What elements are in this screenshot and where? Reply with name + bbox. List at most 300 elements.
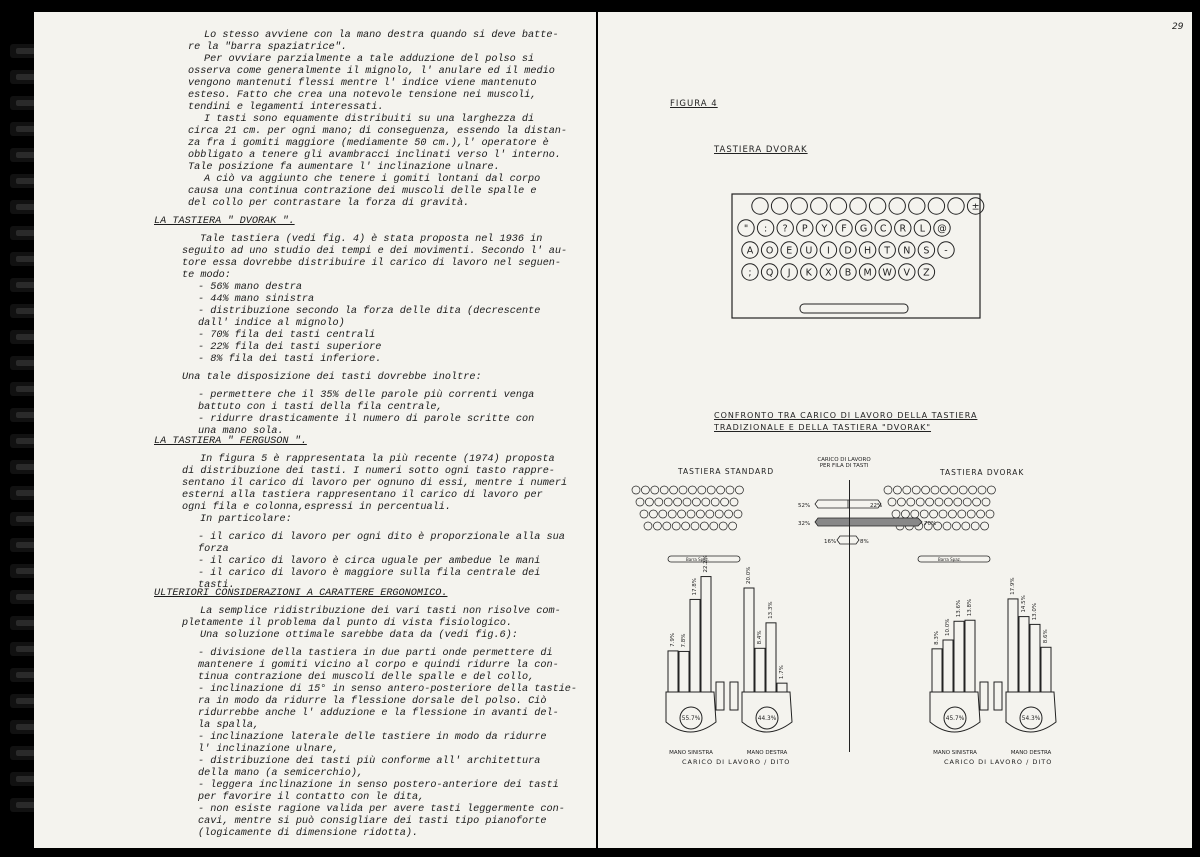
mini-key [670,486,678,494]
mini-key [920,510,928,518]
mini-key [982,498,990,506]
text-line: obbligato a tenere gli avambracci inclinati verso l' interno. [188,150,561,161]
text-line: tinua contrazione dei muscoli delle spalle e del collo, [198,672,535,683]
finger-bar [690,599,700,692]
text-line: - il carico di lavoro per ogni dito è proporzionale alla sua [198,532,565,543]
text-line: mantenere i gomiti vicino al corpo e quindi ridurre la con- [198,660,559,671]
text-line: In particolare: [200,514,292,525]
hand-chart [730,567,792,756]
svg-text:;: ; [748,267,752,279]
load-caption-right: CARICO DI LAVORO / DITO [944,758,1053,766]
mini-key [725,510,733,518]
mini-key [659,510,667,518]
mini-key [907,498,915,506]
text-line: - permettere che il 35% delle parole più correnti venga [198,390,535,401]
text-line: Una tale disposizione dei tasti dovrebbe inoltre: [182,372,482,383]
mini-key [674,498,682,506]
mini-key [672,522,680,530]
svg-text:-: - [944,245,948,257]
mini-key [691,522,699,530]
finger-bar [679,651,689,692]
text-line: re la "barra spaziatrice". [188,42,347,53]
finger-value: 7.8% [681,633,687,648]
mini-key [944,498,952,506]
text-line: tore essa dovrebbe distribuire il carico di lavoro nel seguen- [182,258,562,269]
row-load-dv-top: 22% [870,503,883,509]
mini-key [668,510,676,518]
mini-key [715,510,723,518]
mini-key [726,486,734,494]
text-line: del collo per contrastare la forza di gravità. [188,198,470,209]
text-line: seguito ad uno studio dei tempi e dei movimenti. Secondo l' au- [182,246,568,257]
mini-key [655,498,663,506]
mini-key [641,486,649,494]
hand-total: 55.7% [681,716,701,722]
mini-key [664,498,672,506]
finger-bar [1008,599,1018,692]
left-page [34,12,596,848]
mini-key [710,522,718,530]
mini-key [663,522,671,530]
mini-key [888,498,896,506]
text-line: di distribuzione dei tasti. I numeri sotto ogni tasto rappre- [182,466,555,477]
svg-text:U: U [805,245,813,257]
svg-text:L: L [919,223,926,235]
mini-key [959,486,967,494]
text-line: - 70% fila dei tasti centrali [198,330,376,341]
keyboard-key [811,198,827,214]
text-line: una mano sola. [198,426,284,437]
mini-key [926,498,934,506]
mini-key [922,486,930,494]
keyboard-key [757,220,773,236]
mini-key [735,486,743,494]
dvorak-keyboard-label: TASTIERA DVORAK [940,468,1025,477]
text-line: - distribuzione secondo la forza delle dita (decrescente [198,306,541,317]
keyboard-key [934,220,950,236]
mini-key [730,498,738,506]
finger-bar [1041,647,1051,692]
keyboard-key [875,220,891,236]
finger-value: 13.3% [768,601,774,619]
text-line: vengono mantenuti flessi mentre l' indice viene mantenuto [188,78,537,89]
mini-key [892,510,900,518]
svg-text:O: O [765,245,774,257]
keyboard-title: TASTIERA DVORAK [714,145,808,155]
mini-key [981,522,989,530]
mini-key [687,510,695,518]
svg-text:@: @ [937,223,947,235]
text-line: tendini e legamenti interessati. [188,102,384,113]
thumb [730,682,738,710]
text-line: esteso. Fatto che crea una notevole tensione nei muscoli, [188,90,537,101]
mini-key [632,486,640,494]
text-line: la spalla, [198,720,260,731]
text-line: - il carico di lavoro è maggiore sulla fila centrale dei [198,568,541,579]
mini-key [651,486,659,494]
finger-value: 22.2% [703,555,709,573]
row-bar-bottom [837,536,859,544]
keyboard-key [938,242,954,258]
text-line: forza [198,544,229,555]
mini-key [903,486,911,494]
mini-key [935,498,943,506]
text-line: - non esiste ragione valida per avere tasti leggermente con- [198,804,565,815]
mini-key [911,510,919,518]
mini-key [683,498,691,506]
keyboard-key [801,242,817,258]
mini-key [958,510,966,518]
text-line: battuto con i tasti della fila centrale, [198,402,443,413]
page-number: 29 [1172,22,1184,32]
row-load-std-bot: 16% [824,539,837,545]
text-line: - il carico di lavoro è circa uguale per ambedue le mani [198,556,541,567]
mini-key [969,486,977,494]
keyboard-key [967,198,983,214]
space-bar-label-dvorak: Barra Spaz. [938,557,962,562]
finger-bar [954,621,964,692]
svg-text:G: G [859,223,868,235]
mini-key [912,486,920,494]
palm [930,692,980,732]
svg-text:X: X [825,267,832,279]
mini-key [952,522,960,530]
row-load-std-top: 52% [798,503,811,509]
mini-key [636,498,644,506]
finger-bar [668,651,678,692]
finger-value: 13.0% [1032,602,1038,621]
finger-value: 13.8% [967,598,973,617]
svg-text:I: I [826,245,830,257]
keyboard-key [797,220,813,236]
row-load-std-mid: 32% [798,521,811,527]
mini-key [729,522,737,530]
row-load-dv-bot: 8% [860,539,869,545]
hand-name: MANO DESTRA [746,750,788,756]
svg-text:Q: Q [765,267,774,279]
mini-key [987,486,995,494]
svg-text:A: A [746,245,754,257]
keyboard-key [918,264,934,280]
text-line: za fra i gomiti maggiore (mediamente 50 cm.),l' operatore è [188,138,549,149]
svg-text:C: C [879,223,887,235]
finger-bar [755,648,765,692]
hand-name: MANO SINISTRA [669,750,713,756]
mini-key [916,498,924,506]
finger-value: 10.0% [945,618,951,636]
text-line: ra in modo da ridurre la flessione dorsale del polso. Ciò [198,696,547,707]
keyboard-key [895,220,911,236]
svg-text::: : [763,223,768,235]
heading-ergonomic: ULTERIORI CONSIDERAZIONI A CARATTERE ERGONOMICO. [154,588,448,599]
finger-value: 8.6% [1043,629,1049,644]
svg-text:B: B [844,267,852,279]
text-line: - 8% fila dei tasti inferiore. [198,354,382,365]
mini-key [698,486,706,494]
keyboard-key [899,264,915,280]
figure-label: FIGURA 4 [670,99,718,109]
svg-text:N: N [903,245,911,257]
mini-key [897,498,905,506]
text-line: (logicamente di dimensione ridotta). [198,828,419,839]
text-line: I tasti sono equamente distribuiti su una larghezza di [204,114,535,125]
svg-text:Y: Y [821,223,828,235]
mini-key [644,522,652,530]
keyboard-key [889,198,905,214]
finger-bar [1019,617,1029,692]
svg-text:": " [743,223,749,235]
text-line: cavi, mentre si può consigliare dei tasti tipo pianoforte [198,816,547,827]
keyboard-key [816,220,832,236]
mini-key [711,498,719,506]
svg-text:Z: Z [923,267,930,279]
finger-bar [766,623,776,692]
mini-key [986,510,994,518]
standard-keyboard-label: TASTIERA STANDARD [678,467,775,476]
text-line: - distribuzione dei tasti più conforme all' architettura [198,756,541,767]
text-line: ogni fila e colonna,espressi in percentuali. [182,502,451,513]
mini-key [901,510,909,518]
thumb [994,682,1002,710]
text-line: Tale tastiera (vedi fig. 4) è stata proposta nel 1936 in [200,234,543,245]
keyboard-key [742,264,758,280]
finger-value: 17.8% [692,577,698,596]
keyboard-key [899,242,915,258]
svg-text:S: S [923,245,930,257]
keyboard-key [840,242,856,258]
svg-text:R: R [899,223,907,235]
hand-chart [666,555,724,756]
mini-key [734,510,742,518]
text-line: - 22% fila dei tasti superiore [198,342,382,353]
svg-text:P: P [801,223,808,235]
svg-text:D: D [844,245,852,257]
mini-key [679,486,687,494]
keyboard-key [752,198,768,214]
palm [742,692,792,732]
keyboard-key [909,198,925,214]
mini-key [977,510,985,518]
mini-key [700,522,708,530]
keyboard-key [820,242,836,258]
finger-bar [777,683,787,692]
keyboard-key [830,198,846,214]
keyboard-key [801,264,817,280]
keyboard-key [761,242,777,258]
hand-total: 44.3% [757,716,777,722]
finger-bar [1030,624,1040,692]
heading-ferguson: LA TASTIERA " FERGUSON ". [154,436,307,447]
thumb [980,682,988,710]
text-line: causa una continua contrazione dei muscoli delle spalle e [188,186,537,197]
comparison-diagram [628,482,1108,572]
text-line: circa 21 cm. per ogni mano; di conseguenza, essendo la distan- [188,126,568,137]
keyboard-key [948,198,964,214]
mini-key [943,522,951,530]
text-line: ridurrebbe anche l' adduzione e la flessione in avanti del- [198,708,559,719]
mini-key [893,486,901,494]
finger-bar [932,649,942,692]
comparison-title-1: CONFRONTO TRA CARICO DI LAVORO DELLA TASTIERA [714,411,978,420]
text-line: osserva come generalmente il mignolo, l' anulare ed il medio [188,66,555,77]
keyboard-key [869,198,885,214]
svg-text:M: M [863,267,872,279]
mini-key [702,498,710,506]
text-line: - 56% mano destra [198,282,302,293]
hand-total: 45.7% [945,716,965,722]
mini-key [948,510,956,518]
keyboard-key [836,220,852,236]
keyboard-key [879,264,895,280]
keyboard-key [879,242,895,258]
keyboard-key [928,198,944,214]
mini-key [930,510,938,518]
svg-text:J: J [787,267,791,279]
mini-key [954,498,962,506]
text-line: sentano il carico di lavoro per ognuno di essi, mentre i numeri [182,478,568,489]
palm [1006,692,1056,732]
hand-chart [930,599,988,756]
mini-key [973,498,981,506]
mini-key [707,486,715,494]
mini-key [967,510,975,518]
keyboard-key [918,242,934,258]
mini-key [692,498,700,506]
svg-text:±: ± [971,201,980,213]
mini-key [688,486,696,494]
mini-key [950,486,958,494]
text-line: esterni alla tastiera rappresentano il carico di lavoro per [182,490,543,501]
thumb [716,682,724,710]
finger-value: 8.4% [757,630,763,645]
finger-bar [943,640,953,692]
text-line: - inclinazione di 15° in senso antero-posteriore della tastie- [198,684,578,695]
palm [666,692,716,732]
mini-key [721,498,729,506]
keyboard-key [820,264,836,280]
text-line: della mano (a semicerchio), [198,768,364,779]
finger-bar [701,577,711,692]
text-line: - ridurre drasticamente il numero di parole scritte con [198,414,535,425]
text-line: - inclinazione laterale delle tastiere in modo da ridurre [198,732,547,743]
svg-text:E: E [786,245,793,257]
hand-chart [994,577,1056,756]
hand-total: 54.3% [1021,716,1041,722]
svg-text:H: H [864,245,872,257]
text-line: La semplice ridistribuzione dei vari tasti non risolve com- [200,606,561,617]
finger-value: 8.3% [934,630,940,645]
space-bar-label-standard: Barra Spaz. [686,557,710,562]
right-page [598,12,1192,848]
text-line: - 44% mano sinistra [198,294,315,305]
text-line: - divisione della tastiera in due parti onde permettere di [198,648,553,659]
mini-key [978,486,986,494]
text-line: In figura 5 è rappresentata la più recente (1974) proposta [200,454,555,465]
mini-key [931,486,939,494]
keyboard-key [791,198,807,214]
mini-key [963,498,971,506]
mini-key [940,486,948,494]
mini-key [971,522,979,530]
row-bar-middle [815,518,922,526]
text-line: Per ovviare parzialmente a tale adduzione del polso si [204,54,535,65]
text-line: A ciò va aggiunto che tenere i gomiti lontani dal corpo [204,174,541,185]
text-line: - leggera inclinazione in senso postero-anteriore dei tasti [198,780,559,791]
finger-value: 1.7% [779,665,785,680]
mini-key [653,522,661,530]
keyboard-key [850,198,866,214]
keyboard-key [777,220,793,236]
text-line: pletamente il problema dal punto di vista fisiologico. [182,618,513,629]
svg-text:W: W [882,267,892,279]
text-line: Una soluzione ottimale sarebbe data da (vedi fig.6): [200,630,518,641]
mini-key [640,510,648,518]
mini-key [719,522,727,530]
mini-key [660,486,668,494]
comparison-title-2: TRADIZIONALE E DELLA TASTIERA "DVORAK" [714,423,932,432]
svg-text:V: V [903,267,911,279]
mini-key [717,486,725,494]
finger-bar [744,588,754,692]
finger-bar [965,620,975,692]
keyboard-key [742,242,758,258]
keyboard-key [859,264,875,280]
mini-key [884,486,892,494]
load-caption-left: CARICO DI LAVORO / DITO [682,758,791,766]
keyboard-key [855,220,871,236]
svg-text:?: ? [782,223,788,235]
row-load-dv-mid: 70% [924,521,937,527]
mini-key [696,510,704,518]
keyboard-key [761,264,777,280]
mini-key [962,522,970,530]
svg-text:F: F [841,223,847,235]
text-line: per favorire il contatto con le dita, [198,792,425,803]
mini-key [645,498,653,506]
text-line: Tale posizione fa aumentare l' inclinazione ulnare. [188,162,500,173]
keyboard-key [738,220,754,236]
keyboard-key [914,220,930,236]
svg-text:T: T [884,245,891,257]
center-load-label: CARICO DI LAVORO PER FILA DI TASTI [817,457,871,469]
hand-name: MANO SINISTRA [933,750,977,756]
dvorak-keyboard [728,192,984,322]
finger-value: 13.6% [956,599,962,618]
text-line: tasti. [198,580,235,591]
finger-value: 20.0% [746,566,752,584]
keyboard-key [781,264,797,280]
keyboard-key [840,264,856,280]
finger-value: 7.9% [670,632,676,647]
mini-key [682,522,690,530]
finger-value: 17.9% [1010,577,1016,595]
text-line: dall' indice al mignolo) [198,318,345,329]
keyboard-key [781,242,797,258]
text-line: l' inclinazione ulnare, [198,744,339,755]
heading-dvorak: LA TASTIERA " DVORAK ". [154,216,295,227]
keyboard-key [859,242,875,258]
mini-key [939,510,947,518]
text-line: te modo: [182,270,231,281]
mini-key [649,510,657,518]
svg-text:K: K [805,267,812,279]
mini-key [706,510,714,518]
mini-key [678,510,686,518]
text-line: Lo stesso avviene con la mano destra quando si deve batte- [204,30,559,41]
hand-name: MANO DESTRA [1010,750,1052,756]
keyboard-key [771,198,787,214]
finger-value: 14.5% [1021,595,1027,613]
